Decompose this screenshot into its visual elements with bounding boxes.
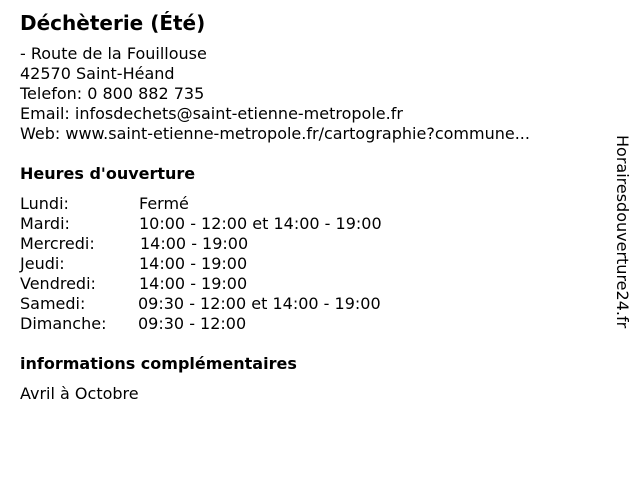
hours-day: Dimanche: — [20, 314, 107, 333]
opening-hours-table — [20, 194, 580, 334]
hours-time: 14:00 - 19:00 — [139, 254, 248, 273]
hours-time: 10:00 - 12:00 et 14:00 - 19:00 — [139, 214, 382, 233]
hours-time: 09:30 - 12:00 — [138, 314, 247, 333]
address-city: 42570 Saint-Héand — [20, 64, 175, 83]
additional-info-heading: informations complémentaires — [20, 354, 297, 373]
hours-time: Fermé — [139, 194, 189, 213]
page-title: Déchèterie (Été) — [20, 11, 206, 35]
phone-number: Telefon: 0 800 882 735 — [20, 84, 205, 103]
hours-row-sunday — [20, 314, 580, 334]
address-street: - Route de la Fouillouse — [20, 44, 207, 63]
email-address: Email: infosdechets@saint-etienne-metropole.fr — [20, 104, 403, 123]
hours-row-saturday — [20, 294, 580, 314]
hours-day: Lundi: — [20, 194, 69, 213]
site-watermark: Horairesdouverture24.fr — [613, 135, 632, 329]
hours-day: Mercredi: — [20, 234, 95, 253]
hours-day: Mardi: — [20, 214, 70, 233]
hours-day: Vendredi: — [20, 274, 96, 293]
website-url: Web: www.saint-etienne-metropole.fr/cartographie?commune... — [20, 124, 530, 143]
hours-time: 14:00 - 19:00 — [139, 274, 248, 293]
hours-row-monday — [20, 194, 580, 214]
hours-row-tuesday — [20, 214, 580, 234]
hours-row-thursday — [20, 254, 580, 274]
hours-time: 14:00 - 19:00 — [140, 234, 249, 253]
opening-hours-heading: Heures d'ouverture — [20, 164, 196, 183]
hours-row-friday — [20, 274, 580, 294]
hours-row-wednesday — [20, 234, 580, 254]
hours-day: Samedi: — [20, 294, 86, 313]
hours-time: 09:30 - 12:00 et 14:00 - 19:00 — [138, 294, 381, 313]
hours-day: Jeudi: — [20, 254, 65, 273]
additional-info-text: Avril à Octobre — [20, 384, 139, 403]
contact-block — [20, 44, 530, 144]
